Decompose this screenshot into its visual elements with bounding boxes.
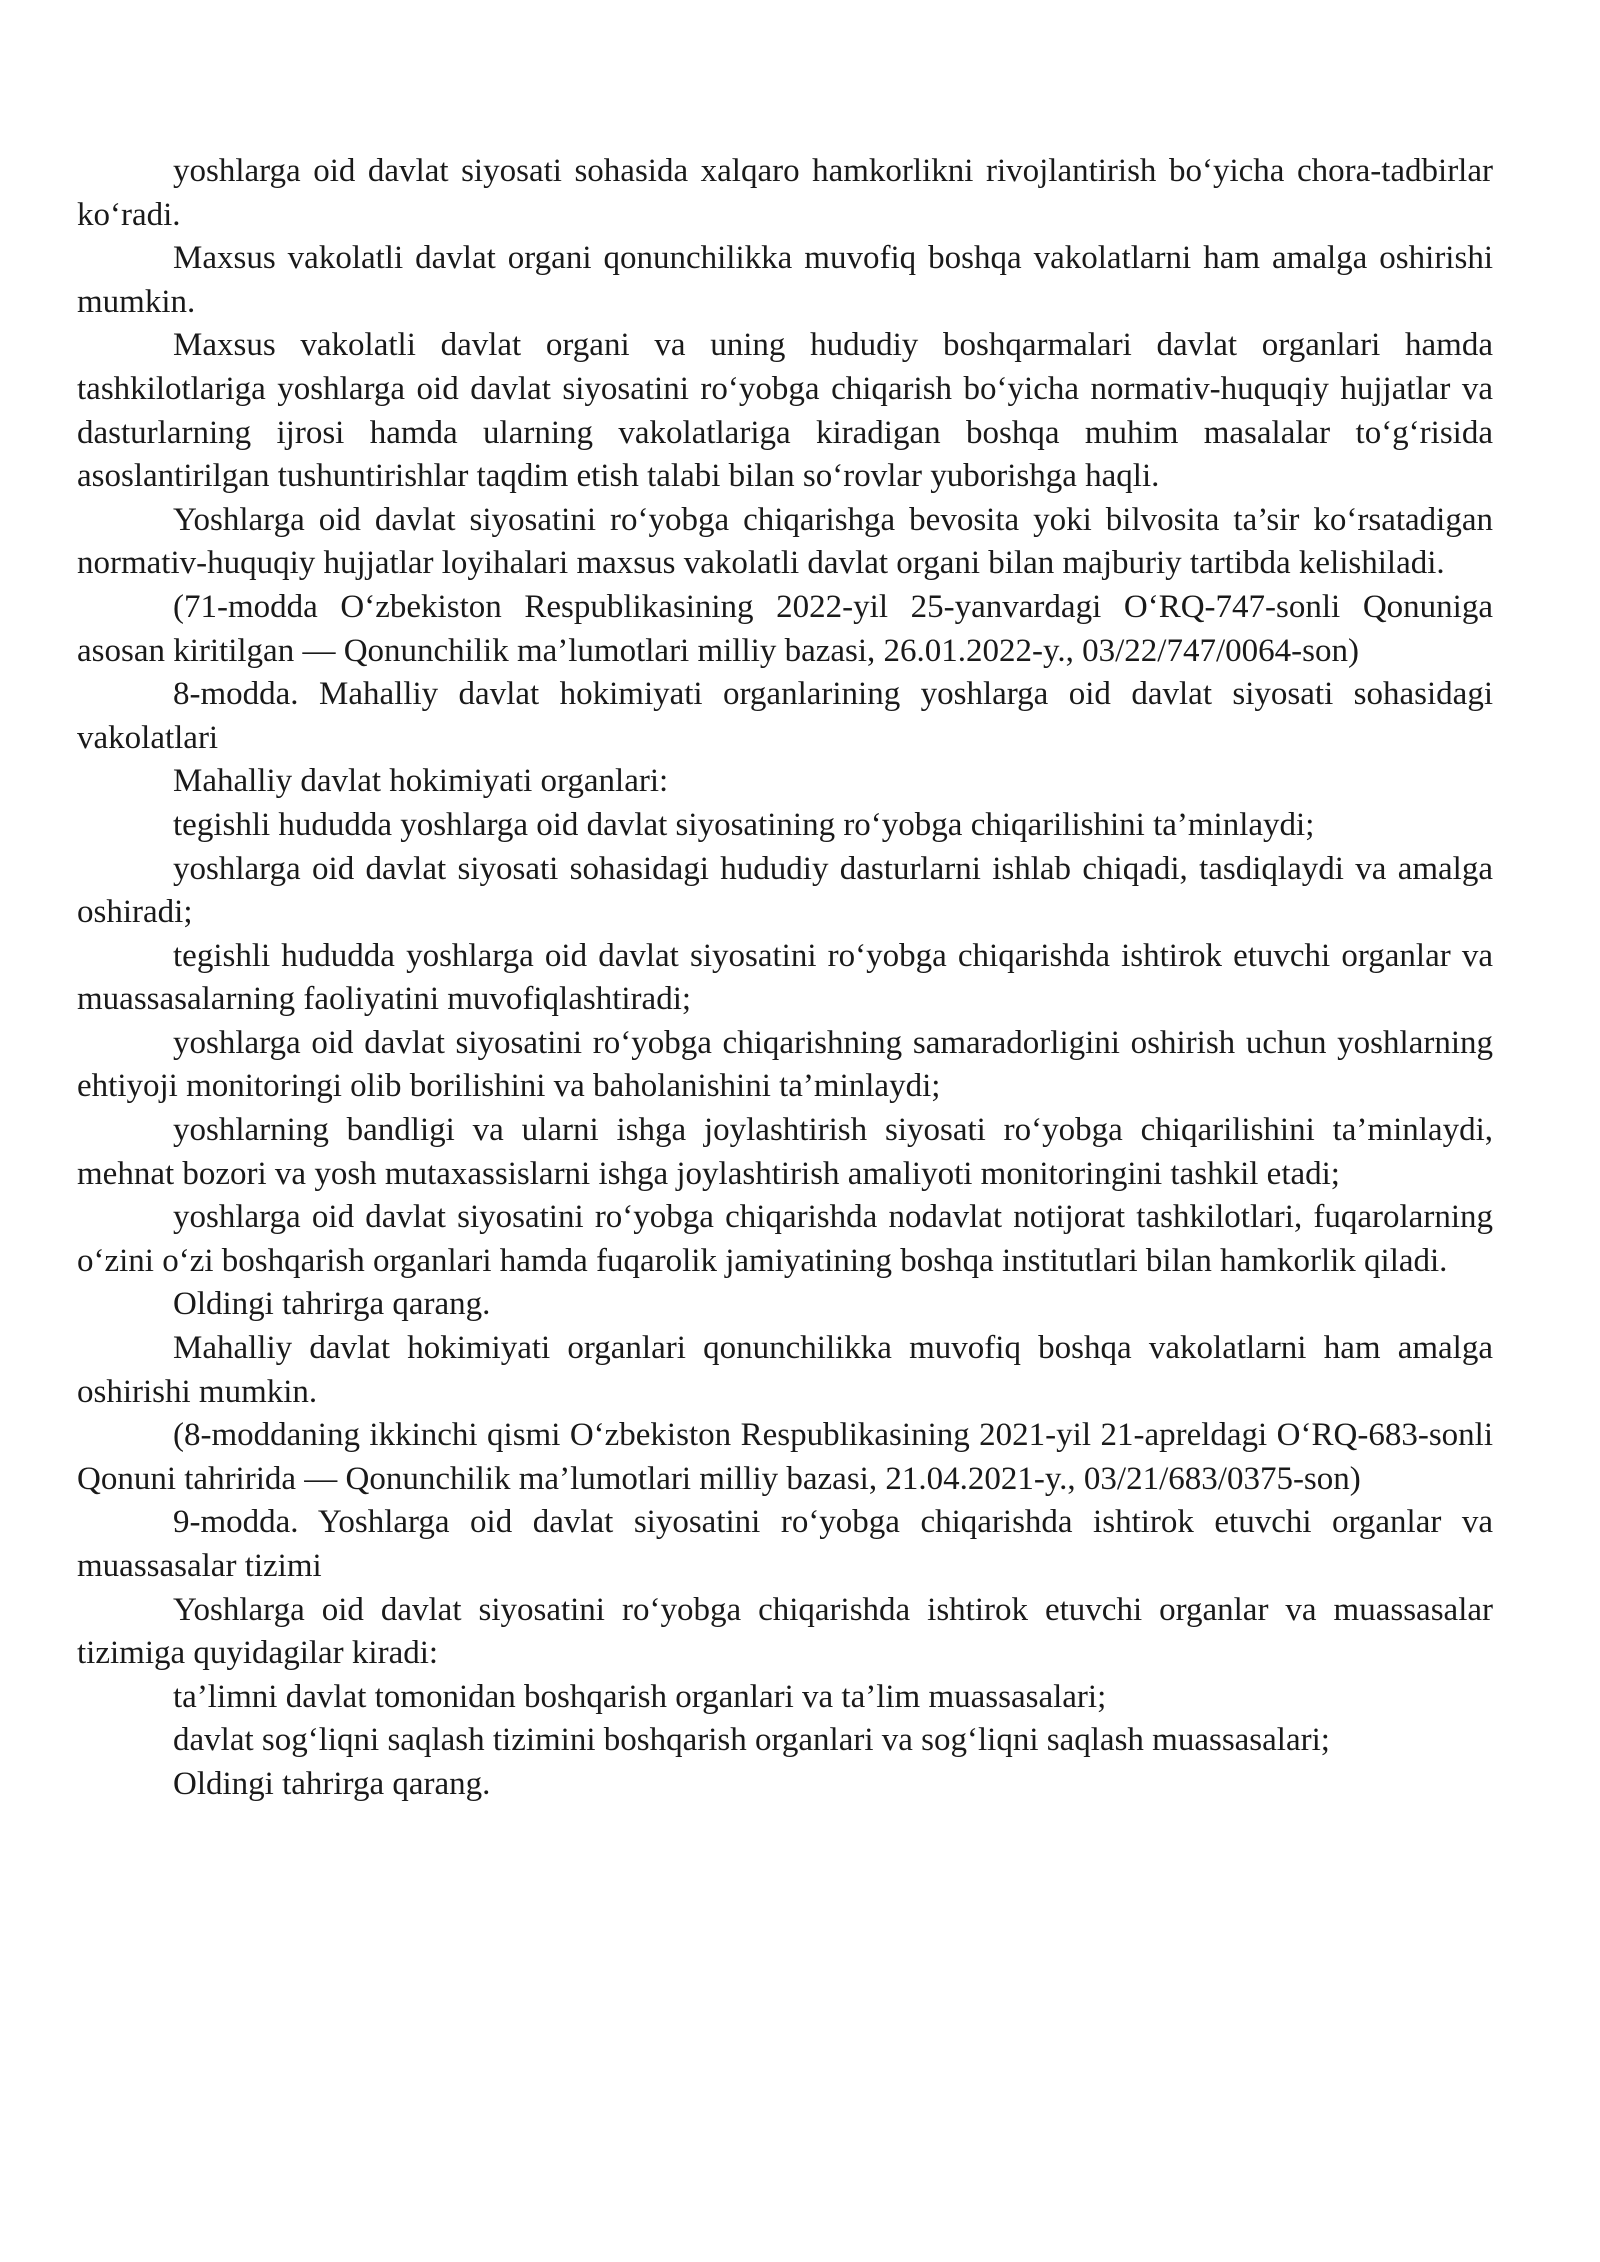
list-item-healthcare: davlat sog‘liqni saqlash tizimini boshqarish organlari va sog‘liqni saqlash muassasalari; [173,1722,1330,1759]
article-9-heading: 9-modda. Yoshlarga oid davlat siyosatini ro‘yobga chiqarishda ishtirok etuvchi organlar va muassasalar tizimi [77,1504,1493,1584]
paragraph-article-71-note: (71-modda O‘zbekiston Respublikasining 2022-yil 25-yanvardagi O‘RQ-747-sonli Qonuniga asosan kiritilgan — Qonunchilik ma’lumotlari milliy bazasi, 26.01.2022-y., 03/22/747/0064-son) [77,588,1493,669]
list-item-regional-programs: yoshlarga oid davlat siyosati sohasidagi hududiy dasturlarni ishlab chiqadi, tasdiqlaydi va amalga oshiradi; [77,850,1493,931]
paragraph-system-intro: Yoshlarga oid davlat siyosatini ro‘yobga chiqarishda ishtirok etuvchi organlar va muassasalar tizimiga quyidagilar kiradi: [77,1591,1493,1672]
paragraph-other-powers: Maxsus vakolatli davlat organi qonunchilikka muvofiq boshqa vakolatlarni ham amalga oshirishi mumkin. [77,240,1493,320]
paragraph-draft-approval: Yoshlarga oid davlat siyosatini ro‘yobga chiqarishga bevosita yoki bilvosita ta’sir ko‘rsatadigan normativ-huquqiy hujjatlar loyihalari maxsus vakolatli davlat organi bilan majburiy tartibda kelishiladi. [77,501,1493,582]
paragraph-local-other-powers: Mahalliy davlat hokimiyati organlari qonunchilikka muvofiq boshqa vakolatlarni ham amalga oshirishi mumkin. [77,1330,1493,1410]
list-item-employment: yoshlarning bandligi va ularni ishga joylashtirish siyosati ro‘yobga chiqarilishini ta’minlaydi, mehnat bozori va yosh mutaxassislarni ishga joylashtirish amaliyoti monitoringini tashkil etadi; [77,1112,1493,1192]
previous-edition-link[interactable]: Oldingi tahrirga qarang. [173,1286,491,1323]
list-item-monitoring-needs: yoshlarga oid davlat siyosatini ro‘yobga chiqarishning samaradorligini oshirish uchun yoshlarning ehtiyoji monitoringi olib borilishini va baholanishini ta’minlaydi; [77,1024,1493,1105]
previous-edition-link-2[interactable]: Oldingi tahrirga qarang. [173,1765,491,1802]
paragraph-article-8-note: (8-moddaning ikkinchi qismi O‘zbekiston Respublikasining 2021-yil 21-apreldagi O‘RQ-683-sonli Qonuni tahririda — Qonunchilik ma’lumotlari milliy bazasi, 21.04.2021-y., 03/21/683/0375-son) [77,1417,1493,1497]
list-item-education: ta’limni davlat tomonidan boshqarish organlari va ta’lim muassasalari; [173,1678,1107,1715]
list-item-ngo-cooperation: yoshlarga oid davlat siyosatini ro‘yobga chiqarishda nodavlat notijorat tashkilotlari, fuqarolarning o‘zini o‘zi boshqarish organlari hamda fuqarolik jamiyatining boshqa institutlari bilan hamkorlik qiladi. [77,1199,1493,1279]
list-item-ensure-implementation: tegishli hududda yoshlarga oid davlat siyosatining ro‘yobga chiqarilishini ta’minlaydi; [173,806,1315,843]
document-page [77,150,1493,1807]
paragraph-local-authorities-intro: Mahalliy davlat hokimiyati organlari: [173,763,669,800]
article-8-heading: 8-modda. Mahalliy davlat hokimiyati organlarining yoshlarga oid davlat siyosati sohasidagi vakolatlari [77,676,1493,756]
paragraph-request-rights: Maxsus vakolatli davlat organi va uning hududiy boshqarmalari davlat organlari hamda tashkilotlariga yoshlarga oid davlat siyosatini ro‘yobga chiqarish bo‘yicha normativ-huquqiy hujjatlar va dasturlarning ijrosi hamda ularning vakolatlariga kiradigan boshqa muhim masalalar to‘g‘risida asoslantirilgan tushuntirishlar taqdim etish talabi bilan so‘rovlar yuborishga haqli. [77,327,1493,495]
paragraph-international-cooperation: yoshlarga oid davlat siyosati sohasida xalqaro hamkorlikni rivojlantirish bo‘yicha chora-tadbirlar ko‘radi. [77,153,1493,233]
list-item-coordination: tegishli hududda yoshlarga oid davlat siyosatini ro‘yobga chiqarishda ishtirok etuvchi organlar va muassasalarning faoliyatini muvofiqlashtiradi; [77,937,1493,1018]
